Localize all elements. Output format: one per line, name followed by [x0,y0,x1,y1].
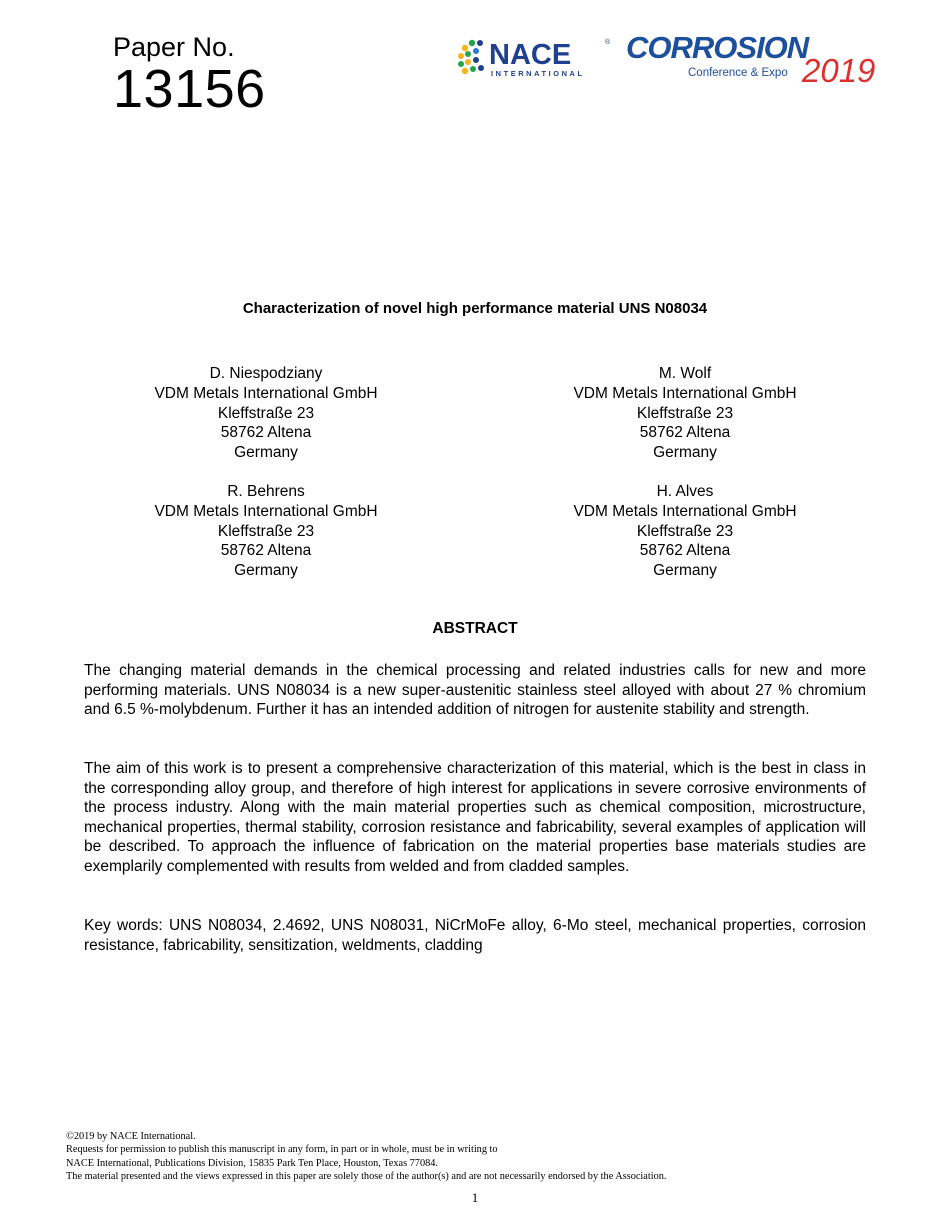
copyright-footer [66,1130,886,1184]
author-country: Germany [234,562,298,580]
abstract-paragraph: The aim of this work is to present a comprehensive characterization of this material, which is the best in class in the corresponding alloy group, and therefore of high interest for applications in severe corrosive environments of the process industry. Along with the main material properties such as chemical composition, microstructure, mechanical properties, thermal stability, corrosion resistance and fabricability, several examples of application will be described. To approach the influence of fabrication on the material properties base materials studies are exemplarily complemented with results from welded and from cladded samples. [84,760,866,875]
author-company: VDM Metals International GmbH [573,502,797,520]
corrosion-conference-logo [626,30,886,86]
author-block [106,364,426,463]
author-name: D. Niespodziany [209,365,323,382]
author-block [106,482,426,581]
paper-title: Characterization of novel high performance material UNS N08034 [242,300,708,317]
author-block [525,482,845,581]
nace-logo-subtitle: INTERNATIONAL [491,69,585,78]
author-city: 58762 Altena [639,424,731,442]
footer-line: NACE International, Publications Division, 15835 Park Ten Place, Houston, Texas 77084. [66,1157,438,1169]
author-city: 58762 Altena [639,542,731,560]
corrosion-logo-year: 2019 [802,52,876,86]
author-name: M. Wolf [658,365,712,382]
author-city: 58762 Altena [220,542,312,560]
author-street: Kleffstraße 23 [636,404,734,422]
author-name: R. Behrens [227,483,305,500]
corrosion-logo-tagline: Conference & Expo [688,67,788,79]
abstract-paragraph: The changing material demands in the chemical processing and related industries calls for new and more performing materials. UNS N08034 is a new super-austenitic stainless steel alloyed with about 27 % chromium and 6.5 %-molybdenum. Further it has an intended addition of nitrogen for austenite stability and strength. [84,662,866,718]
author-street: Kleffstraße 23 [217,522,315,540]
nace-logo [455,36,615,80]
paper-number-block [113,32,266,119]
footer-line: The material presented and the views expressed in this paper are solely those of the author(s) and are not necessarily endorsed by the Association. [66,1171,667,1183]
author-company: VDM Metals International GmbH [154,384,378,402]
abstract-heading: ABSTRACT [432,620,518,637]
author-street: Kleffstraße 23 [636,522,734,540]
paper-number: 13156 [113,59,266,119]
author-street: Kleffstraße 23 [217,404,315,422]
author-block [525,364,845,463]
nace-globe-icon [458,40,484,74]
paper-number-label: Paper No. [113,32,235,62]
footer-line: ©2019 by NACE International. [66,1131,196,1142]
author-country: Germany [234,444,298,462]
corrosion-logo-text: CORROSION [626,30,809,65]
author-country: Germany [653,444,717,462]
footer-line: Requests for permission to publish this manuscript in any form, in part or in whole, must be in writing to [66,1144,498,1156]
author-name: H. Alves [656,483,714,500]
author-city: 58762 Altena [220,424,312,442]
author-company: VDM Metals International GmbH [154,502,378,520]
keywords-paragraph: Key words: UNS N08034, 2.4692, UNS N08031, NiCrMoFe alloy, 6-Mo steel, mechanical properties, corrosion resistance, fabricability, sensitization, weldments, cladding [84,917,866,954]
nace-registered-mark: ® [605,39,611,46]
nace-logo-text: NACE [489,39,572,71]
author-country: Germany [653,562,717,580]
page-number: 1 [471,1190,479,1205]
author-company: VDM Metals International GmbH [573,384,797,402]
